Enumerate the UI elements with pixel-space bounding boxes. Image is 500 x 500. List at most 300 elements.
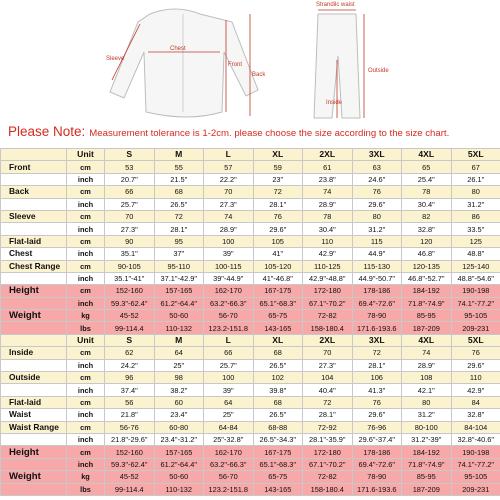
table-cell: 95-110 bbox=[154, 260, 204, 272]
table-cell: 23" bbox=[253, 173, 303, 185]
table-cell: 95 bbox=[154, 235, 204, 247]
table-row bbox=[1, 198, 500, 210]
table-row bbox=[1, 409, 500, 421]
row-unit: cm bbox=[67, 285, 105, 297]
table-cell: 74.1"-77.2" bbox=[451, 458, 500, 470]
table-row bbox=[1, 210, 500, 222]
table-cell: 115 bbox=[352, 235, 402, 247]
row-measurement-name bbox=[1, 198, 67, 210]
table-cell: 80-100 bbox=[402, 421, 452, 433]
table-cell: 63 bbox=[352, 161, 402, 173]
table-cell: 76 bbox=[352, 396, 402, 408]
table-cell: 64-84 bbox=[204, 421, 254, 433]
table-cell: 32.8" bbox=[402, 223, 452, 235]
row-unit: kg bbox=[67, 471, 105, 483]
row-measurement-name: Outside bbox=[1, 372, 67, 384]
row-measurement-name: Front bbox=[1, 161, 67, 173]
table-cell: 63.2"-66.3" bbox=[204, 458, 254, 470]
row-unit: cm bbox=[67, 396, 105, 408]
row-measurement-name: Back bbox=[1, 186, 67, 198]
table-row bbox=[1, 384, 500, 396]
row-measurement-name: Sleeve bbox=[1, 210, 67, 222]
table-body bbox=[1, 161, 500, 496]
table-cell: 70 bbox=[303, 347, 353, 359]
table-cell: 37" bbox=[154, 248, 204, 260]
table-cell: 23.4"-31.2" bbox=[154, 433, 204, 445]
header-size: S bbox=[105, 149, 155, 161]
table-cell: 64 bbox=[154, 347, 204, 359]
table-cell: 171.6-193.6 bbox=[352, 322, 402, 334]
table-cell: 152-160 bbox=[105, 446, 155, 458]
table-row bbox=[1, 396, 500, 408]
header-size: M bbox=[154, 149, 204, 161]
table-cell: 80 bbox=[402, 396, 452, 408]
table-cell: 178-186 bbox=[352, 285, 402, 297]
table-cell: 67 bbox=[451, 161, 500, 173]
table-cell: 85-95 bbox=[402, 310, 452, 322]
row-unit: inch bbox=[67, 198, 105, 210]
table-cell: 86 bbox=[451, 210, 500, 222]
table-row bbox=[1, 161, 500, 173]
table-cell: 50-60 bbox=[154, 471, 204, 483]
subheader-blank bbox=[1, 334, 67, 346]
table-cell: 61.2"-64.4" bbox=[154, 297, 204, 309]
table-cell: 28.1"-35.9" bbox=[303, 433, 353, 445]
subheader-size: 3XL bbox=[352, 334, 402, 346]
table-cell: 20.7" bbox=[105, 173, 155, 185]
table-cell: 80 bbox=[451, 186, 500, 198]
table-cell: 65-75 bbox=[253, 310, 303, 322]
table-cell: 28.1" bbox=[253, 198, 303, 210]
row-measurement-name bbox=[1, 458, 67, 470]
table-cell: 72 bbox=[253, 186, 303, 198]
table-row bbox=[1, 260, 500, 272]
table-row bbox=[1, 310, 500, 322]
table-cell: 100 bbox=[204, 235, 254, 247]
row-measurement-name: Chest bbox=[1, 248, 67, 260]
table-cell: 104 bbox=[303, 372, 353, 384]
table-cell: 71.8"-74.9" bbox=[402, 297, 452, 309]
table-cell: 27.3" bbox=[105, 223, 155, 235]
table-cell: 44.9"-50.7" bbox=[352, 272, 402, 284]
table-cell: 26.5"-34.3" bbox=[253, 433, 303, 445]
row-unit: cm bbox=[67, 421, 105, 433]
table-cell: 56 bbox=[105, 396, 155, 408]
row-measurement-name bbox=[1, 433, 67, 445]
table-cell: 46.8" bbox=[402, 248, 452, 260]
table-cell: 56-70 bbox=[204, 471, 254, 483]
subheader-unit: Unit bbox=[67, 334, 105, 346]
table-cell: 125-140 bbox=[451, 260, 500, 272]
row-unit: lbs bbox=[67, 483, 105, 495]
table-cell: 76 bbox=[451, 347, 500, 359]
table-cell: 25.4" bbox=[402, 173, 452, 185]
row-unit: inch bbox=[67, 458, 105, 470]
table-cell: 72 bbox=[352, 347, 402, 359]
table-cell: 70 bbox=[105, 210, 155, 222]
table-cell: 37.1"-42.9" bbox=[154, 272, 204, 284]
table-row bbox=[1, 223, 500, 235]
table-cell: 72 bbox=[303, 396, 353, 408]
table-cell: 65.1"-68.3" bbox=[253, 458, 303, 470]
row-measurement-name: Weight bbox=[1, 471, 67, 483]
table-cell: 110-125 bbox=[303, 260, 353, 272]
table-cell: 98 bbox=[154, 372, 204, 384]
table-cell: 41" bbox=[253, 248, 303, 260]
label-inside: Inside bbox=[326, 100, 343, 106]
table-cell: 157-165 bbox=[154, 446, 204, 458]
table-cell: 65-75 bbox=[253, 471, 303, 483]
row-unit: kg bbox=[67, 310, 105, 322]
table-cell: 69.4"-72.6" bbox=[352, 297, 402, 309]
table-cell: 23.4" bbox=[154, 409, 204, 421]
subheader-size: L bbox=[204, 334, 254, 346]
row-unit: cm bbox=[67, 260, 105, 272]
row-measurement-name bbox=[1, 322, 67, 334]
table-cell: 96 bbox=[105, 372, 155, 384]
table-cell: 57 bbox=[204, 161, 254, 173]
row-measurement-name bbox=[1, 297, 67, 309]
table-row bbox=[1, 372, 500, 384]
table-cell: 26.5" bbox=[253, 359, 303, 371]
table-cell: 28.1" bbox=[352, 359, 402, 371]
table-cell: 178-186 bbox=[352, 446, 402, 458]
table-cell: 28.9" bbox=[204, 223, 254, 235]
row-unit: cm bbox=[67, 161, 105, 173]
table-cell: 30.4" bbox=[402, 198, 452, 210]
table-cell: 190-198 bbox=[451, 446, 500, 458]
table-cell: 184-192 bbox=[402, 446, 452, 458]
table-cell: 123.2-151.8 bbox=[204, 483, 254, 495]
table-row bbox=[1, 483, 500, 495]
header-size: XL bbox=[253, 149, 303, 161]
table-cell: 90 bbox=[105, 235, 155, 247]
table-row bbox=[1, 297, 500, 309]
table-cell: 65.1"-68.3" bbox=[253, 297, 303, 309]
row-measurement-name bbox=[1, 483, 67, 495]
table-row bbox=[1, 272, 500, 284]
row-measurement-name: Waist bbox=[1, 409, 67, 421]
table-cell: 143-165 bbox=[253, 322, 303, 334]
table-cell: 39" bbox=[204, 248, 254, 260]
table-cell: 152-160 bbox=[105, 285, 155, 297]
table-cell: 167-175 bbox=[253, 446, 303, 458]
table-cell: 69.4"-72.6" bbox=[352, 458, 402, 470]
table-cell: 44.9" bbox=[352, 248, 402, 260]
table-cell: 38.2" bbox=[154, 384, 204, 396]
table-cell: 35.1" bbox=[105, 248, 155, 260]
table-cell: 31.2"-39" bbox=[402, 433, 452, 445]
label-front: Front bbox=[228, 62, 243, 68]
table-cell: 25" bbox=[204, 409, 254, 421]
table-cell: 55 bbox=[154, 161, 204, 173]
table-cell: 110 bbox=[303, 235, 353, 247]
table-cell: 209-231 bbox=[451, 483, 500, 495]
subheader-size: M bbox=[154, 334, 204, 346]
row-measurement-name: Height bbox=[1, 285, 67, 297]
table-cell: 125 bbox=[451, 235, 500, 247]
table-cell: 24.2" bbox=[105, 359, 155, 371]
table-cell: 23.8" bbox=[303, 173, 353, 185]
table-cell: 99-114.4 bbox=[105, 483, 155, 495]
table-cell: 110-132 bbox=[154, 322, 204, 334]
row-unit: inch bbox=[67, 384, 105, 396]
table-row bbox=[1, 285, 500, 297]
table-cell: 39.8" bbox=[253, 384, 303, 396]
table-cell: 78 bbox=[402, 186, 452, 198]
table-cell: 32.8"-40.6" bbox=[451, 433, 500, 445]
table-cell: 158-180.4 bbox=[303, 322, 353, 334]
subheader-size: XL bbox=[253, 334, 303, 346]
table-cell: 78 bbox=[303, 210, 353, 222]
table-row bbox=[1, 173, 500, 185]
table-cell: 61.2"-64.4" bbox=[154, 458, 204, 470]
table-cell: 29.6" bbox=[451, 359, 500, 371]
table-cell: 187-209 bbox=[402, 322, 452, 334]
table-cell: 100 bbox=[204, 372, 254, 384]
garment-diagram bbox=[0, 0, 500, 124]
table-cell: 41"-46.8" bbox=[253, 272, 303, 284]
table-cell: 99-114.4 bbox=[105, 322, 155, 334]
table-cell: 45-52 bbox=[105, 471, 155, 483]
table-cell: 21.5" bbox=[154, 173, 204, 185]
row-unit: cm bbox=[67, 347, 105, 359]
table-cell: 190-198 bbox=[451, 285, 500, 297]
table-cell: 45-52 bbox=[105, 310, 155, 322]
table-cell: 72 bbox=[154, 210, 204, 222]
row-unit: inch bbox=[67, 433, 105, 445]
row-unit: inch bbox=[67, 223, 105, 235]
row-measurement-name: Chest Range bbox=[1, 260, 67, 272]
table-cell: 171.6-193.6 bbox=[352, 483, 402, 495]
row-unit: cm bbox=[67, 446, 105, 458]
row-measurement-name bbox=[1, 384, 67, 396]
table-cell: 102 bbox=[253, 372, 303, 384]
table-cell: 59.3"-62.4" bbox=[105, 297, 155, 309]
table-cell: 31.2" bbox=[402, 409, 452, 421]
table-cell: 64 bbox=[204, 396, 254, 408]
garment-illustration bbox=[0, 0, 500, 124]
table-row bbox=[1, 433, 500, 445]
row-unit: cm bbox=[67, 210, 105, 222]
table-cell: 82 bbox=[402, 210, 452, 222]
table-cell: 172-180 bbox=[303, 446, 353, 458]
table-cell: 162-170 bbox=[204, 446, 254, 458]
table-cell: 120-135 bbox=[402, 260, 452, 272]
table-cell: 60 bbox=[154, 396, 204, 408]
table-cell: 108 bbox=[402, 372, 452, 384]
table-row bbox=[1, 446, 500, 458]
table-row bbox=[1, 347, 500, 359]
table-cell: 25" bbox=[154, 359, 204, 371]
subheader-size: S bbox=[105, 334, 155, 346]
row-measurement-name: Height bbox=[1, 446, 67, 458]
table-cell: 21.8"-29.6" bbox=[105, 433, 155, 445]
table-cell: 25.7" bbox=[204, 359, 254, 371]
row-unit: cm bbox=[67, 372, 105, 384]
table-cell: 53 bbox=[105, 161, 155, 173]
table-cell: 42.9"-48.8" bbox=[303, 272, 353, 284]
table-cell: 67.1"-70.2" bbox=[303, 297, 353, 309]
measurement-note bbox=[8, 124, 498, 146]
table-cell: 74 bbox=[402, 347, 452, 359]
header-size: 4XL bbox=[402, 149, 452, 161]
table-cell: 95-105 bbox=[451, 471, 500, 483]
header-unit: Unit bbox=[67, 149, 105, 161]
table-cell: 80 bbox=[352, 210, 402, 222]
table-cell: 72-82 bbox=[303, 471, 353, 483]
table-row bbox=[1, 458, 500, 470]
note-lead: Please Note: bbox=[8, 124, 86, 139]
label-sleeve: Sleeve bbox=[106, 56, 125, 62]
table-cell: 42.9" bbox=[303, 248, 353, 260]
row-measurement-name: Inside bbox=[1, 347, 67, 359]
table-cell: 28.9" bbox=[303, 198, 353, 210]
table-cell: 40.4" bbox=[303, 384, 353, 396]
header-size: 2XL bbox=[303, 149, 353, 161]
table-cell: 29.6" bbox=[352, 409, 402, 421]
header-blank bbox=[1, 149, 67, 161]
table-cell: 59.3"-62.4" bbox=[105, 458, 155, 470]
table-cell: 62 bbox=[105, 347, 155, 359]
table-cell: 39"-44.9" bbox=[204, 272, 254, 284]
table-row bbox=[1, 471, 500, 483]
table-cell: 76 bbox=[352, 186, 402, 198]
row-unit: inch bbox=[67, 359, 105, 371]
table-cell: 42.9" bbox=[451, 384, 500, 396]
table-cell: 59 bbox=[253, 161, 303, 173]
table-cell: 68-88 bbox=[253, 421, 303, 433]
note-body: Measurement tolerance is 1-2cm. please choose the size according to the size chart. bbox=[89, 128, 450, 139]
row-measurement-name bbox=[1, 272, 67, 284]
row-measurement-name: Flat-laid bbox=[1, 396, 67, 408]
table-cell: 66 bbox=[105, 186, 155, 198]
table-cell: 105 bbox=[253, 235, 303, 247]
table-cell: 123.2-151.8 bbox=[204, 322, 254, 334]
table-cell: 85-95 bbox=[402, 471, 452, 483]
table-cell: 184-192 bbox=[402, 285, 452, 297]
table-cell: 46.8"-52.7" bbox=[402, 272, 452, 284]
table-cell: 29.6"-37.4" bbox=[352, 433, 402, 445]
header-size: 5XL bbox=[451, 149, 500, 161]
row-measurement-name: Weight bbox=[1, 310, 67, 322]
table-cell: 21.8" bbox=[105, 409, 155, 421]
table-cell: 39" bbox=[204, 384, 254, 396]
table-cell: 71.8"-74.9" bbox=[402, 458, 452, 470]
table-cell: 172-180 bbox=[303, 285, 353, 297]
table-cell: 27.3" bbox=[303, 359, 353, 371]
row-unit: inch bbox=[67, 272, 105, 284]
table-row bbox=[1, 421, 500, 433]
table-cell: 29.6" bbox=[352, 198, 402, 210]
table-row bbox=[1, 235, 500, 247]
table-cell: 37.4" bbox=[105, 384, 155, 396]
table-cell: 42.1" bbox=[402, 384, 452, 396]
table-cell: 60-80 bbox=[154, 421, 204, 433]
table-cell: 106 bbox=[352, 372, 402, 384]
header-size: 3XL bbox=[352, 149, 402, 161]
table-cell: 22.2" bbox=[204, 173, 254, 185]
table-cell: 48.8" bbox=[451, 248, 500, 260]
table-cell: 84 bbox=[451, 396, 500, 408]
table-cell: 68 bbox=[253, 347, 303, 359]
header-size: L bbox=[204, 149, 254, 161]
table-cell: 74.1"-77.2" bbox=[451, 297, 500, 309]
table-cell: 167-175 bbox=[253, 285, 303, 297]
table-row bbox=[1, 322, 500, 334]
table-cell: 120 bbox=[402, 235, 452, 247]
table-cell: 26.5" bbox=[253, 409, 303, 421]
table-cell: 100-115 bbox=[204, 260, 254, 272]
table-cell: 61 bbox=[303, 161, 353, 173]
table-cell: 28.1" bbox=[154, 223, 204, 235]
table-cell: 25"-32.8" bbox=[204, 433, 254, 445]
table-cell: 157-165 bbox=[154, 285, 204, 297]
row-unit: inch bbox=[67, 248, 105, 260]
table-cell: 72-92 bbox=[303, 421, 353, 433]
row-unit: inch bbox=[67, 173, 105, 185]
table-cell: 28.1" bbox=[303, 409, 353, 421]
table-cell: 68 bbox=[154, 186, 204, 198]
table-cell: 76 bbox=[253, 210, 303, 222]
table-cell: 68 bbox=[253, 396, 303, 408]
table-row bbox=[1, 186, 500, 198]
row-unit: inch bbox=[67, 297, 105, 309]
table-cell: 29.6" bbox=[253, 223, 303, 235]
table-cell: 26.1" bbox=[451, 173, 500, 185]
table-cell: 24.6" bbox=[352, 173, 402, 185]
table-cell: 31.2" bbox=[352, 223, 402, 235]
label-waist: Strandilc waist bbox=[316, 2, 355, 8]
table-cell: 25.7" bbox=[105, 198, 155, 210]
table-cell: 56-76 bbox=[105, 421, 155, 433]
size-chart-table bbox=[0, 148, 500, 496]
table-cell: 110-132 bbox=[154, 483, 204, 495]
row-measurement-name bbox=[1, 173, 67, 185]
row-unit: inch bbox=[67, 409, 105, 421]
row-measurement-name: Waist Range bbox=[1, 421, 67, 433]
table-cell: 31.2" bbox=[451, 198, 500, 210]
table-cell: 35.1"-41" bbox=[105, 272, 155, 284]
table-cell: 32.8" bbox=[451, 409, 500, 421]
table-cell: 48.8"-54.6" bbox=[451, 272, 500, 284]
table-cell: 72-82 bbox=[303, 310, 353, 322]
table-cell: 33.5" bbox=[451, 223, 500, 235]
table-cell: 105-120 bbox=[253, 260, 303, 272]
table-cell: 78-90 bbox=[352, 471, 402, 483]
subheader-size: 2XL bbox=[303, 334, 353, 346]
table-cell: 209-231 bbox=[451, 322, 500, 334]
table-cell: 67.1"-70.2" bbox=[303, 458, 353, 470]
table-cell: 143-165 bbox=[253, 483, 303, 495]
table-cell: 76-96 bbox=[352, 421, 402, 433]
table-cell: 74 bbox=[303, 186, 353, 198]
label-back: Back bbox=[252, 72, 266, 78]
table-cell: 41.3" bbox=[352, 384, 402, 396]
table-cell: 26.5" bbox=[154, 198, 204, 210]
table-cell: 187-209 bbox=[402, 483, 452, 495]
table-cell: 115-130 bbox=[352, 260, 402, 272]
table-cell: 65 bbox=[402, 161, 452, 173]
table-cell: 63.2"-66.3" bbox=[204, 297, 254, 309]
row-unit: cm bbox=[67, 186, 105, 198]
table-cell: 70 bbox=[204, 186, 254, 198]
table-header-row bbox=[1, 149, 500, 161]
subheader-size: 5XL bbox=[451, 334, 500, 346]
row-measurement-name: Flat-laid bbox=[1, 235, 67, 247]
row-unit: cm bbox=[67, 235, 105, 247]
row-measurement-name bbox=[1, 223, 67, 235]
